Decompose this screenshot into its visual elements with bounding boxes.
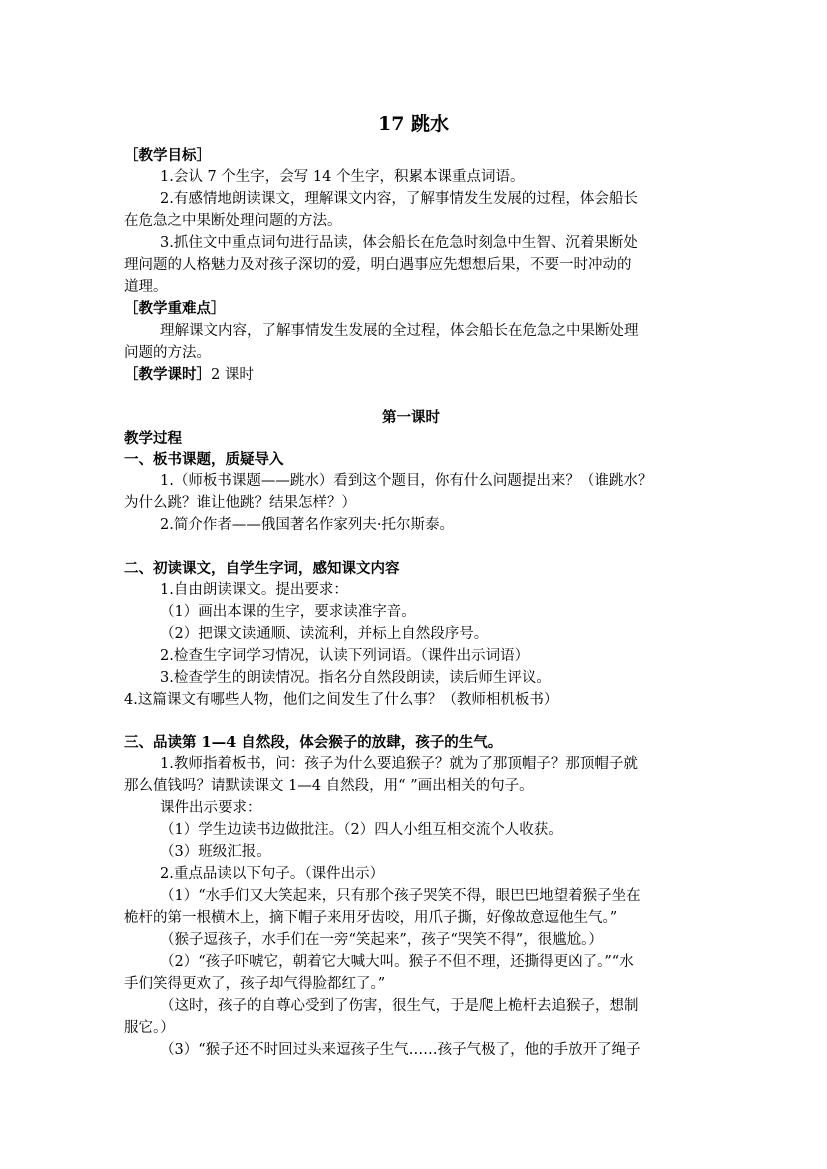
section-3-line-5: （3）班级汇报。 xyxy=(160,844,271,860)
section-3-line-14: （3）“猴子还不时回过头来逗孩子生气……孩子气极了，他的手放开了绳子 xyxy=(160,1042,641,1058)
process-heading: 教学过程 xyxy=(124,430,182,447)
key-points-heading: ［教学重难点］ xyxy=(124,300,226,317)
section-3-line-9: （猴子逗孩子，水手们在一旁“笑起来”，孩子“哭笑不得”，很尴尬。） xyxy=(160,932,603,948)
hours-value: 2 课时 xyxy=(211,367,254,383)
section-3-heading: 三、品读第 1—4 自然段，体会猴子的放肆，孩子的生气。 xyxy=(124,734,503,751)
section-3-line-3: 课件出示要求： xyxy=(160,800,262,816)
hours-heading: ［教学课时］ xyxy=(124,366,211,383)
section-2-line-5: 3.检查学生的朗读情况。指名分自然段朗读，读后师生评议。 xyxy=(160,670,551,686)
section-1-line-1b: 为什么跳？谁让他跳？结果怎样？） xyxy=(124,495,356,511)
section-3-line-8: 桅杆的第一根横木上，摘下帽子来用牙齿咬，用爪子撕，好像故意逗他生气。” xyxy=(124,910,618,926)
section-1-line-2: 2.简介作者——俄国著名作家列夫·托尔斯泰。 xyxy=(160,517,454,533)
section-3-line-4: （1）学生边读书边做批注。（2）四人小组互相交流个人收获。 xyxy=(160,822,563,838)
section-2-heading: 二、初读课文，自学生字词，感知课文内容 xyxy=(124,560,400,577)
section-1-line-1a: 1.（师板书课题——跳水）看到这个题目，你有什么问题提出来？（谁跳水？ xyxy=(160,473,653,489)
section-3-line-12: （这时，孩子的自尊心受到了伤害，很生气，于是爬上桅杆去追猴子，想制 xyxy=(160,998,639,1014)
objective-3-line-2: 理问题的人格魅力及对孩子深切的爱，明白遇事应先想想后果，不要一时冲动的 xyxy=(124,257,632,273)
section-3-line-11: 手们笑得更欢了，孩子却气得脸都红了。” xyxy=(124,976,386,992)
document-title: 17 跳水 xyxy=(378,113,450,135)
lesson-heading: 第一课时 xyxy=(382,409,440,426)
objective-2-line-1: 2.有感情地朗读课文，理解课文内容，了解事情发生发展的过程，体会船长 xyxy=(160,191,638,207)
key-points-line-1: 理解课文内容，了解事情发生发展的全过程，体会船长在危急之中果断处理 xyxy=(160,323,639,339)
section-1-heading: 一、板书课题，质疑导入 xyxy=(124,451,284,468)
section-3-line-1: 1.教师指着板书，问：孩子为什么要追猴子？就为了那顶帽子？那顶帽子就 xyxy=(160,756,638,772)
section-2-line-2: （1）画出本课的生字，要求读准字音。 xyxy=(160,604,416,620)
key-points-line-2: 问题的方法。 xyxy=(124,345,211,361)
hours-line xyxy=(124,365,254,385)
section-2-line-1: 1.自由朗读课文。提出要求： xyxy=(160,582,348,598)
objective-3-line-1: 3.抓住文中重点词句进行品读，体会船长在危急时刻急中生智、沉着果断处 xyxy=(160,235,638,251)
objective-3-line-3: 道理。 xyxy=(124,279,168,295)
section-3-line-7: （1）“水手们又大笑起来，只有那个孩子哭笑不得，眼巴巴地望着猴子坐在 xyxy=(160,888,641,904)
section-2-line-6: 4.这篇课文有哪些人物，他们之间发生了什么事？（教师相机板书） xyxy=(124,692,559,708)
objectives-heading: ［教学目标］ xyxy=(124,147,211,164)
section-3-line-13: 服它。） xyxy=(124,1020,175,1036)
section-2-line-3: （2）把课文读通顺、读流利，并标上自然段序号。 xyxy=(160,626,489,642)
section-3-line-10: （2）“孩子吓唬它，朝着它大喊大叫。猴子不但不理，还撕得更凶了。”“水 xyxy=(160,954,634,970)
section-2-line-4: 2.检查生字词学习情况，认读下列词语。（课件出示词语） xyxy=(160,648,530,664)
objective-1: 1.会认 7 个生字，会写 14 个生字，积累本课重点词语。 xyxy=(160,169,525,185)
objective-2-line-2: 在危急之中果断处理问题的方法。 xyxy=(124,213,342,229)
section-3-line-2: 那么值钱吗？请默读课文 1—4 自然段，用“ ”画出相关的句子。 xyxy=(124,778,534,794)
section-3-line-6: 2.重点品读以下句子。（课件出示） xyxy=(160,866,385,882)
